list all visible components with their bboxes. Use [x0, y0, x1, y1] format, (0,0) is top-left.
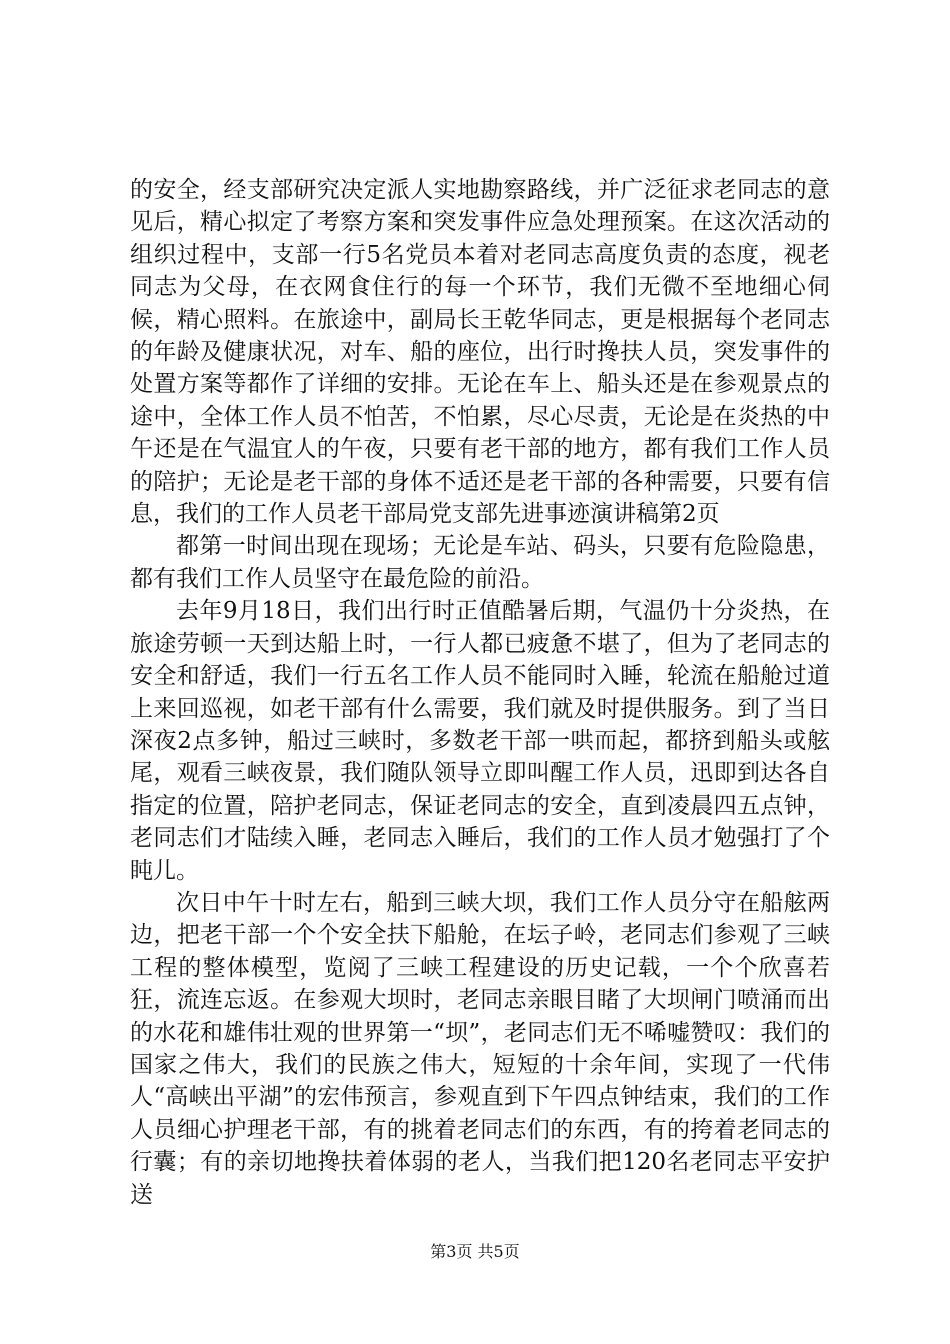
paragraph-first-response: 都第一时间出现在现场；无论是车站、码头，只要有危险隐患，都有我们工作人员坚守在最危险的前沿。	[130, 533, 830, 592]
paragraph-three-gorges-dam: 次日中午十时左右，船到三峡大坝，我们工作人员分守在船舷两边，把老干部一个个安全扶下船舱，在坛子岭，老同志们参观了三峡工程的整体模型，览阅了三峡工程建设的历史记载，一个个欣喜若狂，流连忘返。在参观大坝时，老同志亲眼目睹了大坝闸门喷涌而出的水花和雄伟壮观的世界第一“坝”，老同志们无不唏嘘赞叹：我们的国家之伟大，我们的民族之伟大，短短的十余年间，实现了一代伟人“高峡出平湖”的宏伟预言，参观直到下午四点钟结束，我们的工作人员细心护理老干部，有的挑着老同志们的东西，有的挎着老同志的行囊；有的亲切地搀扶着体弱的老人，当我们把120名老同志平安护送	[130, 889, 830, 1208]
document-body	[130, 174, 830, 1211]
paragraph-continuation: 的安全，经支部研究决定派人实地勘察路线，并广泛征求老同志的意见后，精心拟定了考察方案和突发事件应急处理预案。在这次活动的组织过程中，支部一行5名党员本着对老同志高度负责的态度，视老同志为父母，在衣网食住行的每一个环节，我们无微不至地细心伺候，精心照料。在旅途中，副局长王乾华同志，更是根据每个老同志的年龄及健康状况，对车、船的座位，出行时搀扶人员，突发事件的处置方案等都作了详细的安排。无论在车上、船头还是在参观景点的途中，全体工作人员不怕苦，不怕累，尽心尽责，无论是在炎热的中午还是在气温宜人的午夜，只要有老干部的地方，都有我们工作人员的陪护；无论是老干部的身体不适还是老干部的各种需要，只要有信息，我们的工作人员老干部局党支部先进事迹演讲稿第2页	[130, 177, 830, 528]
page-footer: 第3页 共5页	[430, 1242, 520, 1261]
paragraph-september-trip: 去年9月18日，我们出行时正值酷暑后期，气温仍十分炎热，在旅途劳顿一天到达船上时，一行人都已疲惫不堪了，但为了老同志的安全和舒适，我们一行五名工作人员不能同时入睡，轮流在船舱过道上来回巡视，如老干部有什么需要，我们就及时提供服务。到了当日深夜2点多钟，船过三峡时，多数老干部一哄而起，都挤到船头或舷尾，观看三峡夜景，我们随队领导立即叫醒工作人员，迅即到达各自指定的位置，陪护老同志，保证老同志的安全，直到凌晨四五点钟，老同志们才陆续入睡，老同志入睡后，我们的工作人员才勉强打了个盹儿。	[130, 598, 830, 884]
